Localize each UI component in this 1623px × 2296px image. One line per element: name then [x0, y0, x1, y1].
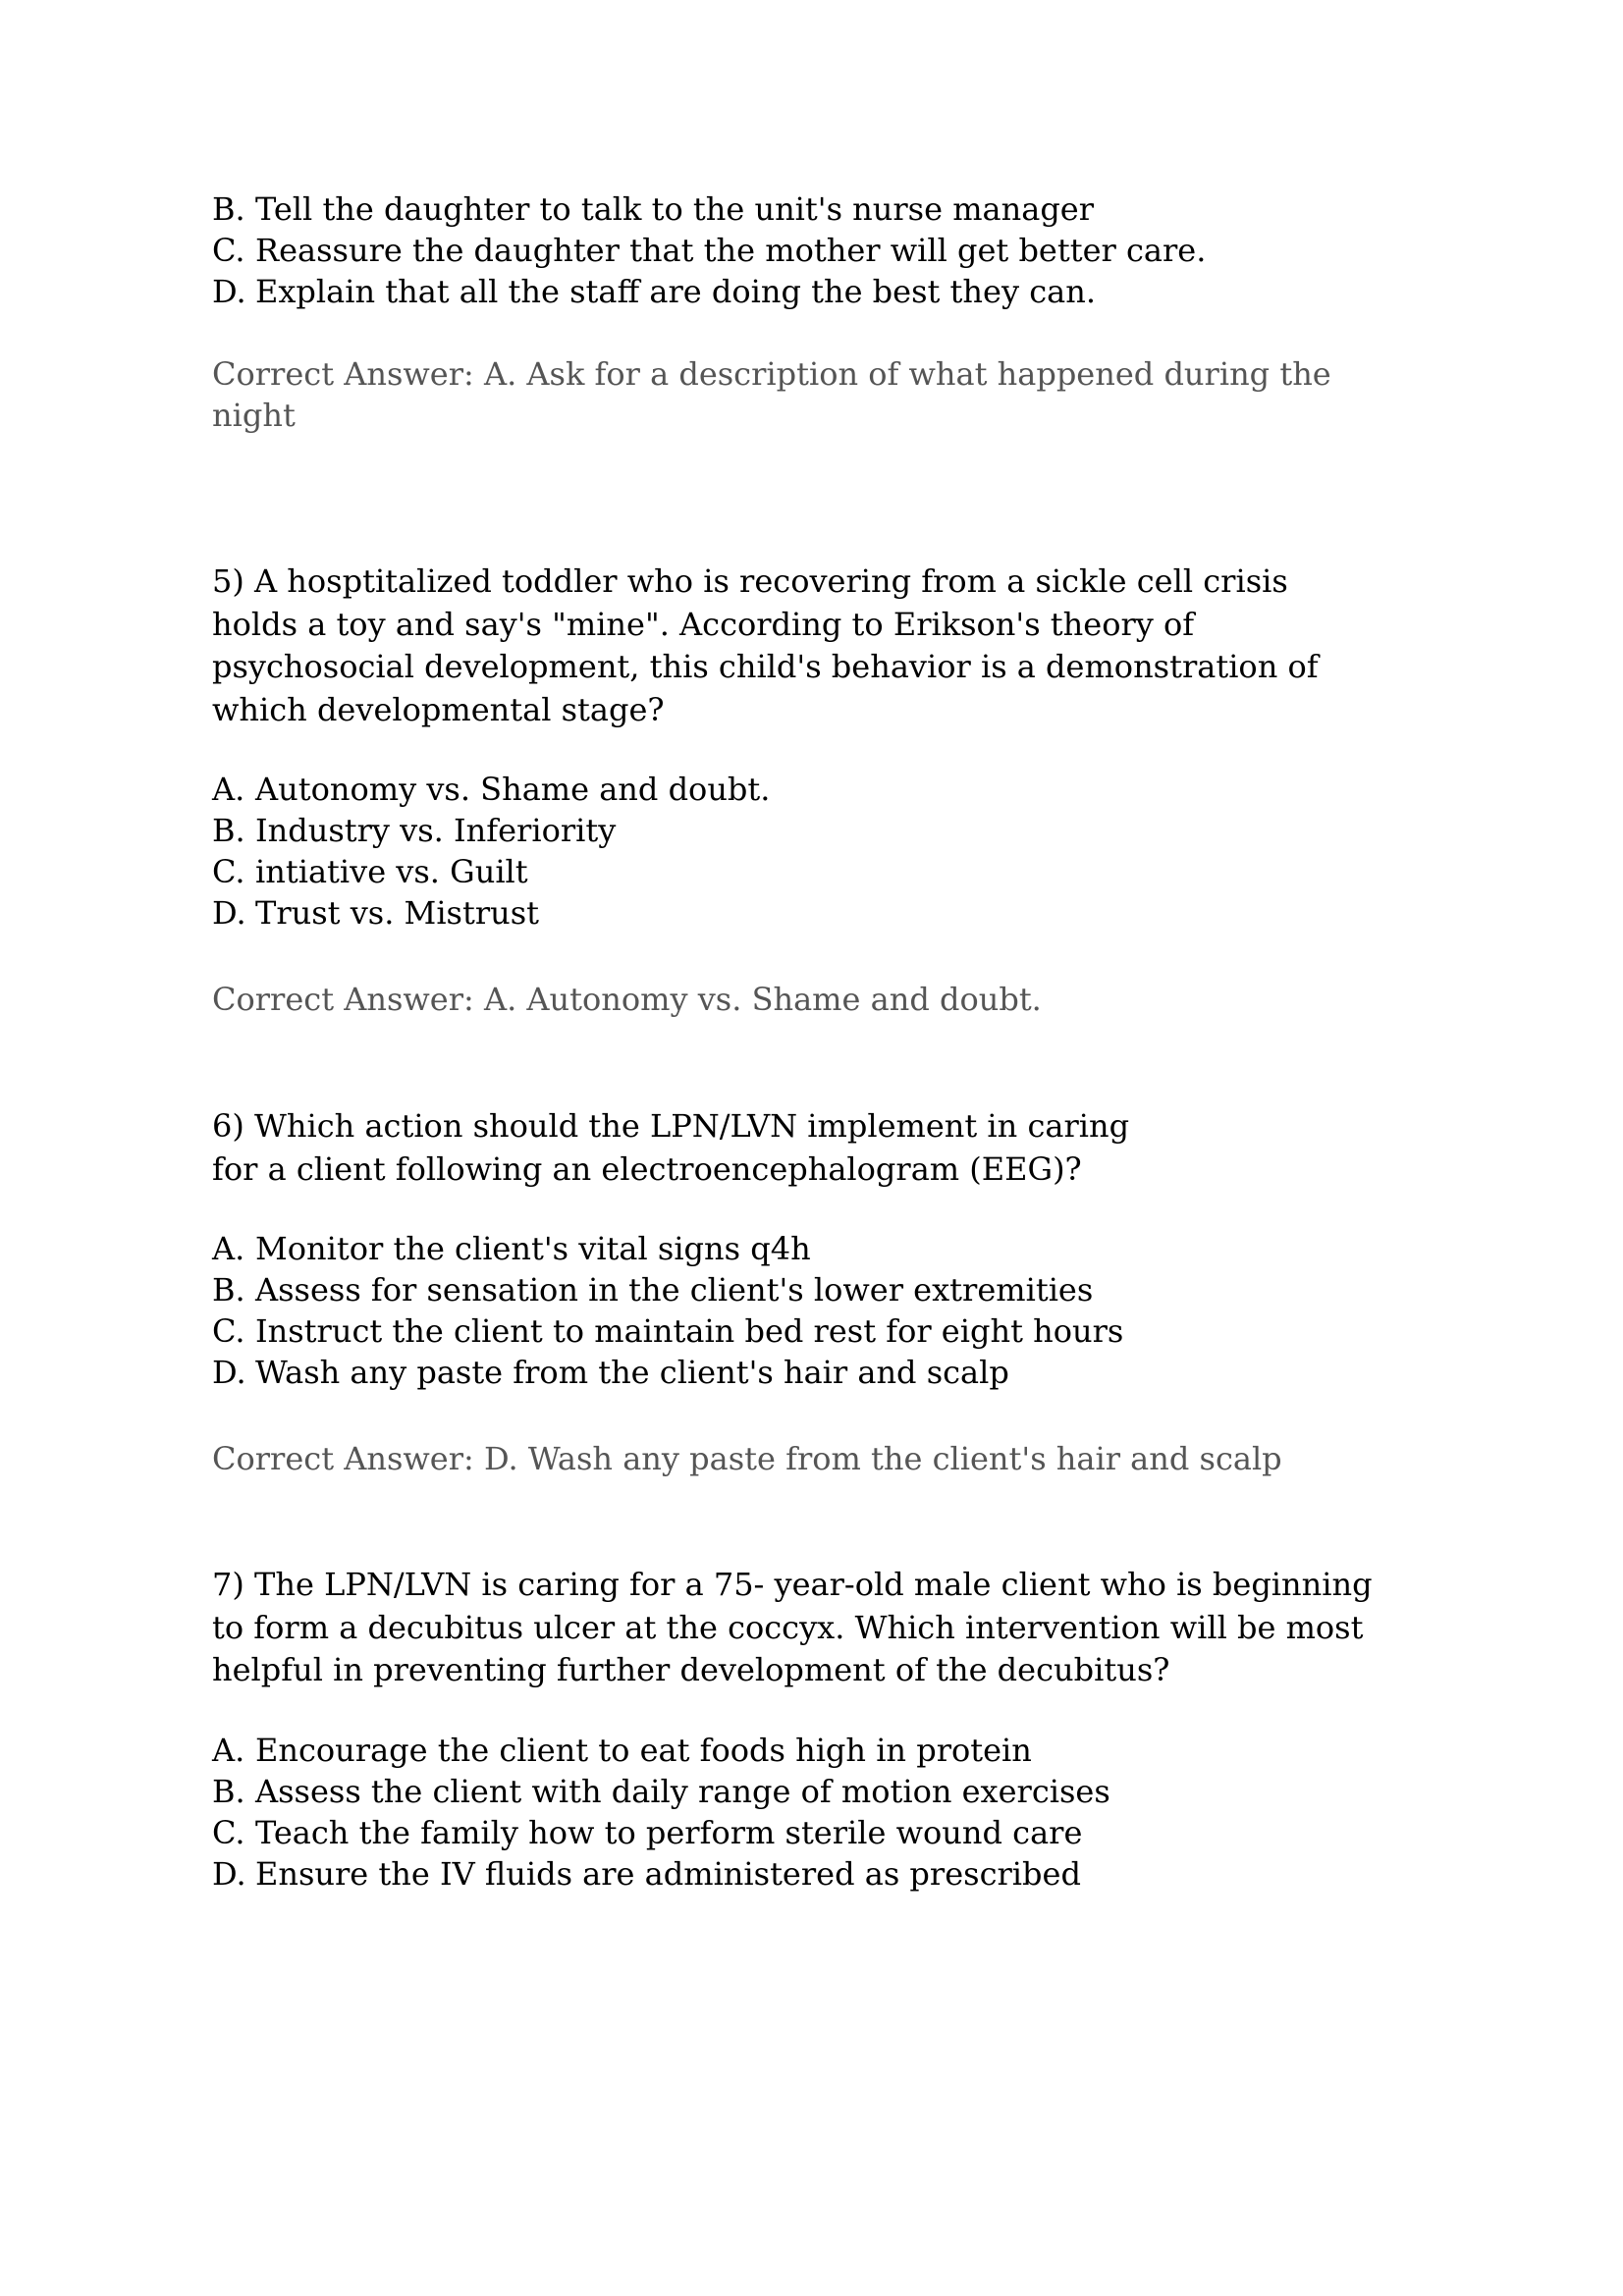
- option-text: Tell the daughter to talk to the unit's nurse manager: [255, 190, 1095, 228]
- question-text-line: to form a decubitus ulcer at the coccyx. Which intervention will be most: [212, 1608, 1364, 1646]
- option-letter: A.: [212, 771, 245, 808]
- question-7-options: [212, 1730, 1420, 1895]
- option-text: Autonomy vs. Shame and doubt.: [255, 771, 771, 808]
- answer-line: Correct Answer: D. Wash any paste from the client's hair and scalp: [212, 1440, 1282, 1477]
- answer-line: night: [212, 397, 296, 434]
- option-letter: D.: [212, 273, 246, 310]
- page-content: [212, 188, 1420, 1895]
- option-text: Instruct the client to maintain bed rest for eight hours: [255, 1312, 1124, 1350]
- option-letter: B.: [212, 1271, 245, 1308]
- question-5: [212, 561, 1420, 731]
- option-c: [212, 1812, 1420, 1853]
- option-letter: D.: [212, 1354, 246, 1391]
- option-c: [212, 230, 1420, 271]
- option-letter: A.: [212, 1731, 245, 1769]
- prev-question-options: [212, 188, 1420, 312]
- option-text: Explain that all the staff are doing the best they can.: [255, 273, 1096, 310]
- option-text: Wash any paste from the client's hair and scalp: [255, 1354, 1009, 1391]
- option-letter: D.: [212, 1854, 246, 1893]
- option-text: Monitor the client's vital signs q4h: [255, 1230, 811, 1267]
- question-text-line: 5) A hosptitalized toddler who is recovering from a sickle cell crisis: [212, 562, 1288, 600]
- question-text-line: for a client following an electroencephalogram (EEG)?: [212, 1149, 1082, 1188]
- question-6-options: [212, 1228, 1420, 1393]
- option-d: [212, 1352, 1420, 1393]
- option-text: intiative vs. Guilt: [255, 853, 528, 890]
- question-6: [212, 1105, 1420, 1191]
- option-c: [212, 851, 1420, 892]
- question-text-line: psychosocial development, this child's behavior is a demonstration of: [212, 648, 1319, 685]
- option-text: Encourage the client to eat foods high in protein: [255, 1731, 1032, 1769]
- option-text: Assess the client with daily range of motion exercises: [255, 1772, 1110, 1810]
- option-letter: C.: [212, 232, 245, 269]
- option-letter: D.: [212, 894, 246, 932]
- answer-line: Correct Answer: A. Ask for a description of what happened during the: [212, 355, 1331, 393]
- option-text: Reassure the daughter that the mother will get better care.: [255, 232, 1207, 269]
- question-6-answer: [212, 1438, 1420, 1479]
- option-letter: C.: [212, 853, 245, 890]
- option-b: [212, 810, 1420, 851]
- option-d: [212, 892, 1420, 934]
- option-b: [212, 188, 1420, 230]
- option-a: [212, 1730, 1420, 1771]
- option-text: Trust vs. Mistrust: [255, 894, 540, 932]
- option-text: Industry vs. Inferiority: [255, 812, 617, 849]
- option-text: Teach the family how to perform sterile wound care: [255, 1813, 1083, 1851]
- question-text-line: which developmental stage?: [212, 690, 665, 728]
- option-text: Assess for sensation in the client's lower extremities: [255, 1271, 1094, 1308]
- question-text-line: holds a toy and say's "mine". According to Erikson's theory of: [212, 605, 1195, 643]
- option-a: [212, 1228, 1420, 1269]
- option-b: [212, 1269, 1420, 1310]
- option-a: [212, 769, 1420, 810]
- option-letter: B.: [212, 1772, 245, 1810]
- option-letter: C.: [212, 1813, 245, 1851]
- answer-line: Correct Answer: A. Autonomy vs. Shame and doubt.: [212, 981, 1042, 1018]
- option-letter: C.: [212, 1312, 245, 1350]
- question-5-answer: [212, 979, 1420, 1020]
- prev-question-answer: [212, 353, 1420, 436]
- option-letter: B.: [212, 812, 245, 849]
- option-letter: A.: [212, 1230, 245, 1267]
- option-d: [212, 1853, 1420, 1895]
- question-7: [212, 1564, 1420, 1692]
- option-d: [212, 271, 1420, 312]
- option-c: [212, 1310, 1420, 1352]
- option-letter: B.: [212, 190, 245, 228]
- question-text-line: 7) The LPN/LVN is caring for a 75- year-old male client who is beginning: [212, 1566, 1373, 1603]
- question-5-options: [212, 769, 1420, 934]
- question-text-line: 6) Which action should the LPN/LVN implement in caring: [212, 1107, 1130, 1145]
- option-b: [212, 1771, 1420, 1812]
- question-text-line: helpful in preventing further development of the decubitus?: [212, 1651, 1170, 1688]
- option-text: Ensure the IV fluids are administered as prescribed: [255, 1854, 1081, 1893]
